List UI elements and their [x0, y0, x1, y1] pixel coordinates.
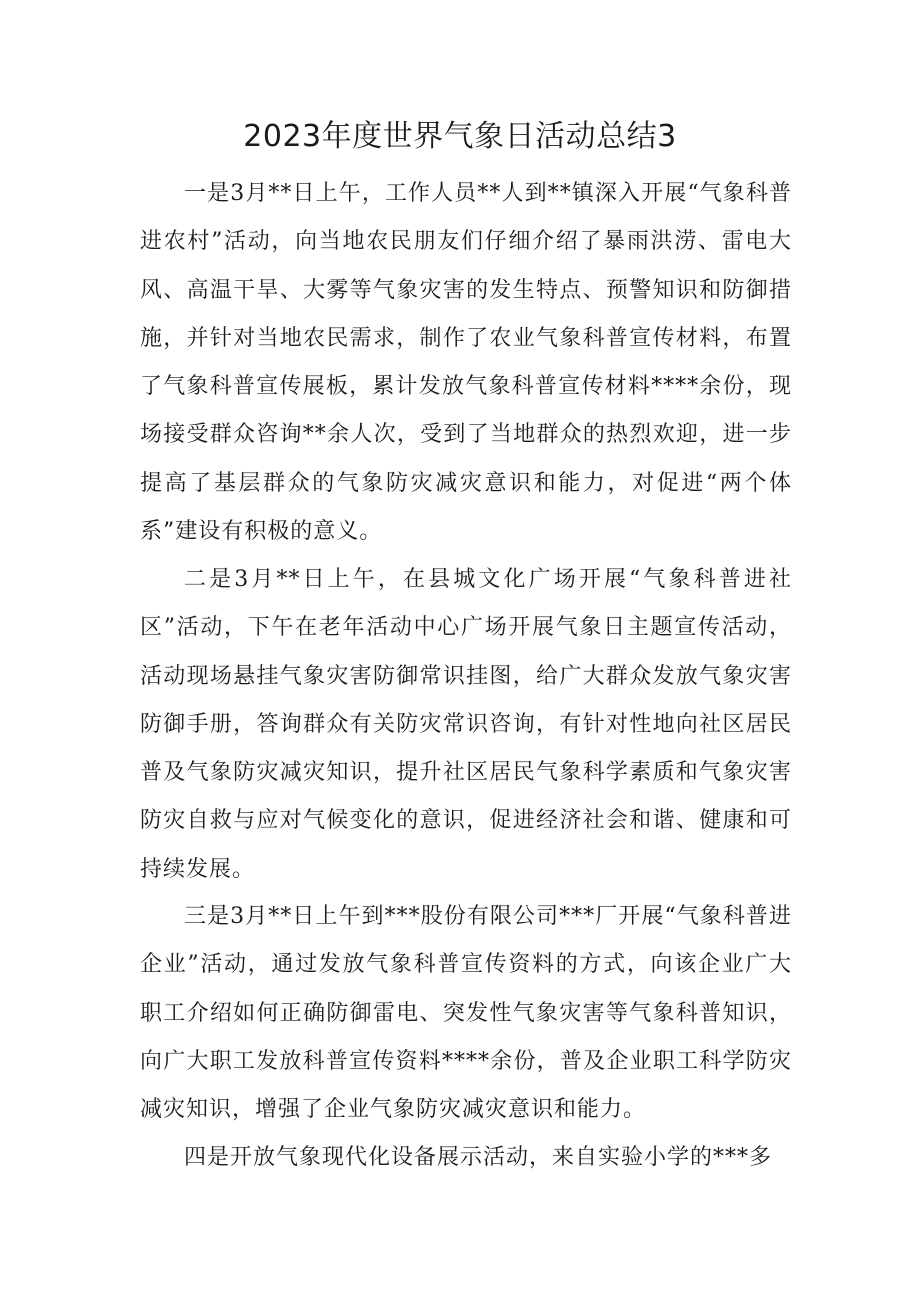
paragraph-4: 四是开放气象现代化设备展示活动，来自实验小学的***多 — [184, 1145, 773, 1170]
paragraph-3: 三是3月**日上午到***股份有限公司***厂开展“气象科普进企业”活动，通过发放气象科普宣传资料的方式，向该企业广大职工介绍如何正确防御雷电、突发性气象灾害等气象科普知识，向广大职工发放科普宣传资料****余份，普及企业职工科学防灾减灾知识，增强了企业气象防灾减灾意识和能力。 — [140, 904, 792, 1123]
paragraph-1: 一是3月**日上午，工作人员**人到**镇深入开展“气象科普进农村”活动，向当地农民朋友们仔细介绍了暴雨洪涝、雷电大风、高温干旱、大雾等气象灾害的发生特点、预警知识和防御措施，并针对当地农民需求，制作了农业气象科普宣传材料，布置了气象科普宣传展板，累计发放气象科普宣传材料****余份，现场接受群众咨询**余人次，受到了当地群众的热烈欢迎，进一步提高了基层群众的气象防灾减灾意识和能力，对促进“两个体系”建设有积极的意义。 — [140, 181, 792, 545]
document-title: 2023年度世界气象日活动总结3 — [243, 119, 677, 154]
paragraph-2: 二是3月**日上午，在县城文化广场开展“气象科普进社区”活动，下午在老年活动中心广场开展气象日主题宣传活动，活动现场悬挂气象灾害防御常识挂图，给广大群众发放气象灾害防御手册，答询群众有关防灾常识咨询，有针对性地向社区居民普及气象防灾减灾知识，提升社区居民气象科学素质和气象灾害防灾自救与应对气候变化的意识，促进经济社会和谐、健康和可持续发展。 — [140, 567, 792, 882]
